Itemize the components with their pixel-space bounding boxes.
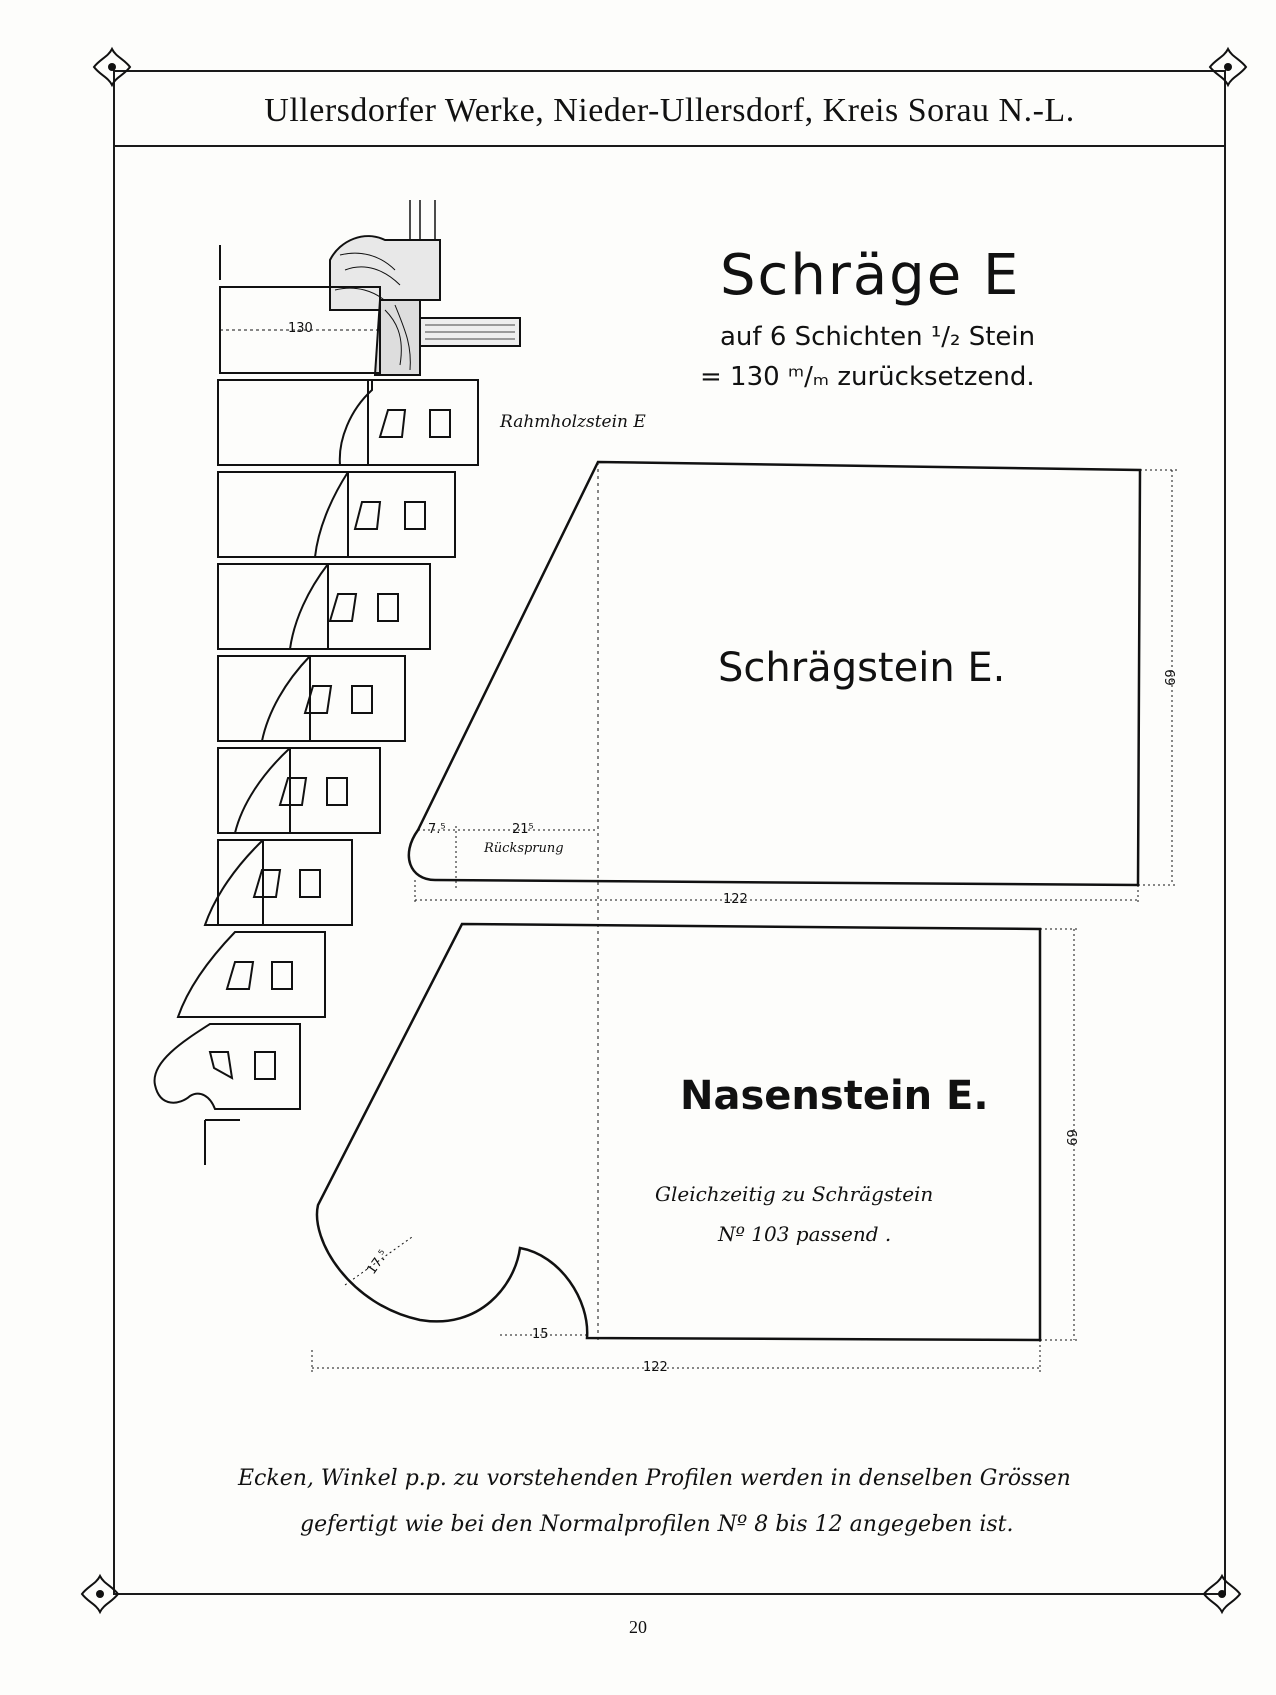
footer-note-line1: Ecken, Winkel p.p. zu vorstehenden Profilen werden in denselben Grössen <box>238 1466 1071 1491</box>
heading-subtitle-line1: auf 6 Schichten ¹/₂ Stein <box>720 322 1036 352</box>
heading-subtitle-line2: = 130 ᵐ/ₘ zurücksetzend. <box>700 362 1035 392</box>
nasenstein-note-line2: Nº 103 passend . <box>718 1222 892 1246</box>
rahmholzstein-label: Rahmholzstein E <box>500 412 646 432</box>
nasenstein-label: Nasenstein E. <box>680 1073 989 1119</box>
schraegstein-setback-label: Rücksprung <box>484 841 564 856</box>
nasenstein-radius-dimension: 17.⁵ <box>364 1247 392 1278</box>
nasenstein-offset-dimension: 15 <box>532 1327 549 1342</box>
nasenstein-outline <box>317 924 1040 1340</box>
footer-note-line2: gefertigt wie bei den Normalprofilen Nº 8 bis 12 angegeben ist. <box>300 1512 1014 1537</box>
heading-title: Schräge E <box>720 243 1021 308</box>
frame-dimension-label: 130 <box>288 321 313 336</box>
page-number: 20 <box>629 1617 647 1637</box>
nasenstein-note-line1: Gleichzeitig zu Schrägstein <box>655 1182 934 1206</box>
page-header-title: Ullersdorfer Werke, Nieder-Ullersdorf, Kreis Sorau N.-L. <box>264 92 1075 129</box>
stepped-brick-courses <box>155 380 478 1165</box>
schraegstein-radius-dimension: 7.⁵ <box>428 822 446 837</box>
schraegstein-label: Schrägstein E. <box>718 645 1006 691</box>
schraegstein-width-dimension: 122 <box>723 892 748 907</box>
schraegstein-height-dimension: 69 <box>1160 669 1176 686</box>
nasenstein-width-dimension: 122 <box>643 1360 668 1375</box>
nasenstein-height-dimension: 69 <box>1062 1129 1078 1146</box>
schraegstein-setback-dimension: 21⁵ <box>512 822 534 837</box>
